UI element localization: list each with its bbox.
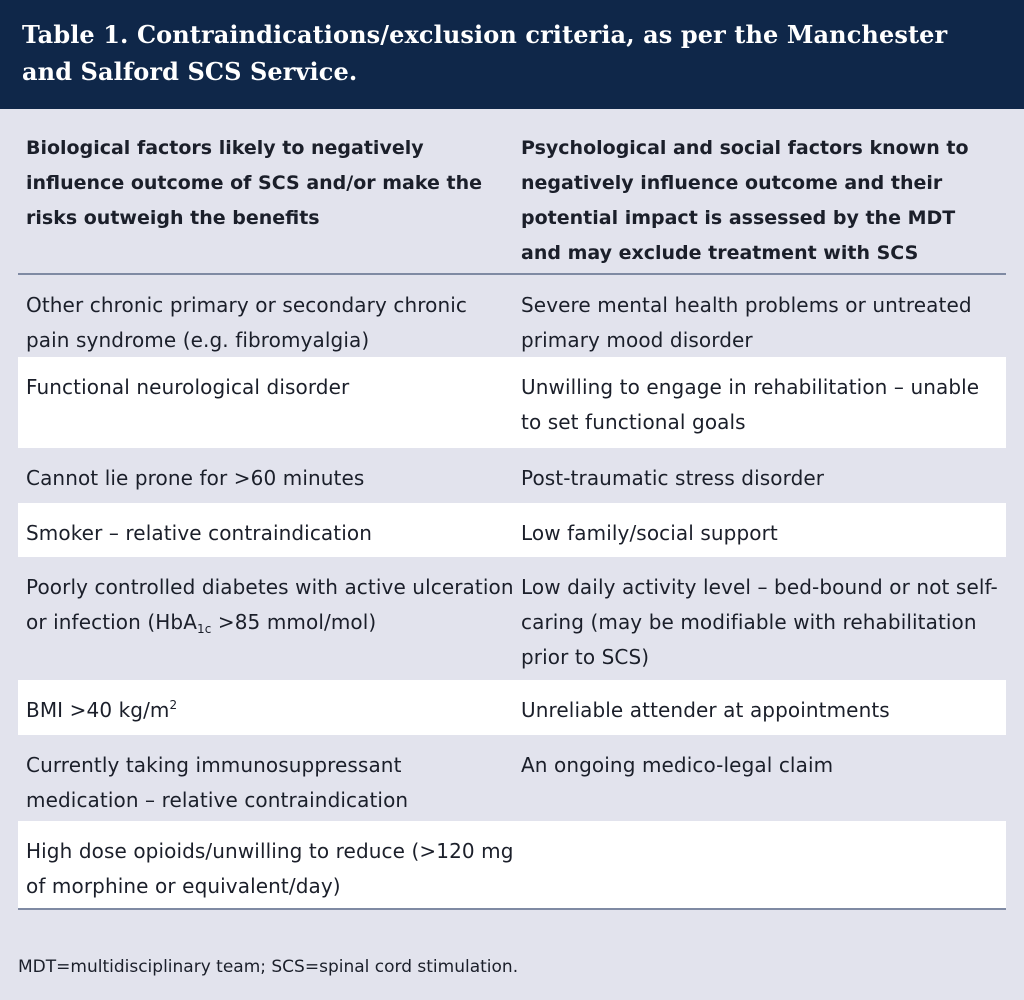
cell-psychosocial: Low daily activity level – bed-bound or not self-caring (may be modifiable with rehabilitation prior to SCS) — [521, 575, 998, 669]
table-footnote: MDT=multidisciplinary team; SCS=spinal cord stimulation. — [18, 957, 519, 977]
cell-biological: Smoker – relative contraindication — [26, 521, 372, 545]
cell-psychosocial — [521, 834, 1006, 908]
table-title: Table 1. Contraindications/exclusion criteria, as per the Manchester and Salford SCS Service. — [22, 20, 948, 86]
cell-biological: Cannot lie prone for >60 minutes — [26, 466, 365, 490]
table-row — [18, 503, 1006, 557]
cell-biological: Other chronic primary or secondary chronic pain syndrome (e.g. fibromyalgia) — [26, 293, 467, 352]
table-title-bar — [0, 0, 1024, 109]
cell-psychosocial: Unwilling to engage in rehabilitation – unable to set functional goals — [521, 375, 980, 434]
cell-psychosocial: Post-traumatic stress disorder — [521, 466, 825, 490]
cell-biological: Functional neurological disorder — [26, 375, 350, 399]
hba1c-subscript: 1c — [196, 622, 212, 636]
table-row — [18, 448, 1006, 503]
table-row — [18, 275, 1006, 357]
cell-biological: Currently taking immunosuppressant medication – relative contraindication — [26, 753, 409, 812]
cell-psychosocial: Unreliable attender at appointments — [521, 698, 890, 722]
header-biological-factors: Biological factors likely to negatively influence outcome of SCS and/or make the risks outweigh the benefits — [26, 137, 482, 229]
diabetes-text-after: >85 mmol/mol) — [211, 610, 377, 634]
cell-biological — [18, 693, 521, 735]
diabetes-text-before: Poorly controlled diabetes with active ulceration or infection (HbA — [26, 575, 514, 634]
table-bottom-rule — [18, 908, 1006, 910]
cell-psychosocial: Severe mental health problems or untreated primary mood disorder — [521, 293, 972, 352]
bmi-text: BMI >40 kg/m — [26, 698, 170, 722]
contraindications-table — [18, 109, 1006, 910]
cell-biological — [18, 570, 521, 680]
table-row — [18, 735, 1006, 821]
table-header-row — [18, 109, 1006, 275]
table-row — [18, 680, 1006, 735]
cell-psychosocial: An ongoing medico-legal claim — [521, 753, 834, 777]
bmi-superscript: 2 — [169, 698, 178, 712]
cell-biological: High dose opioids/unwilling to reduce (>120 mg of morphine or equivalent/day) — [26, 839, 514, 898]
table-row — [18, 821, 1006, 908]
header-psychosocial-factors: Psychological and social factors known to negatively influence outcome and their potential impact is assessed by the MDT and may exclude treatment with SCS — [521, 137, 969, 264]
cell-psychosocial: Low family/social support — [521, 521, 778, 545]
table-row — [18, 557, 1006, 680]
table-row — [18, 357, 1006, 448]
